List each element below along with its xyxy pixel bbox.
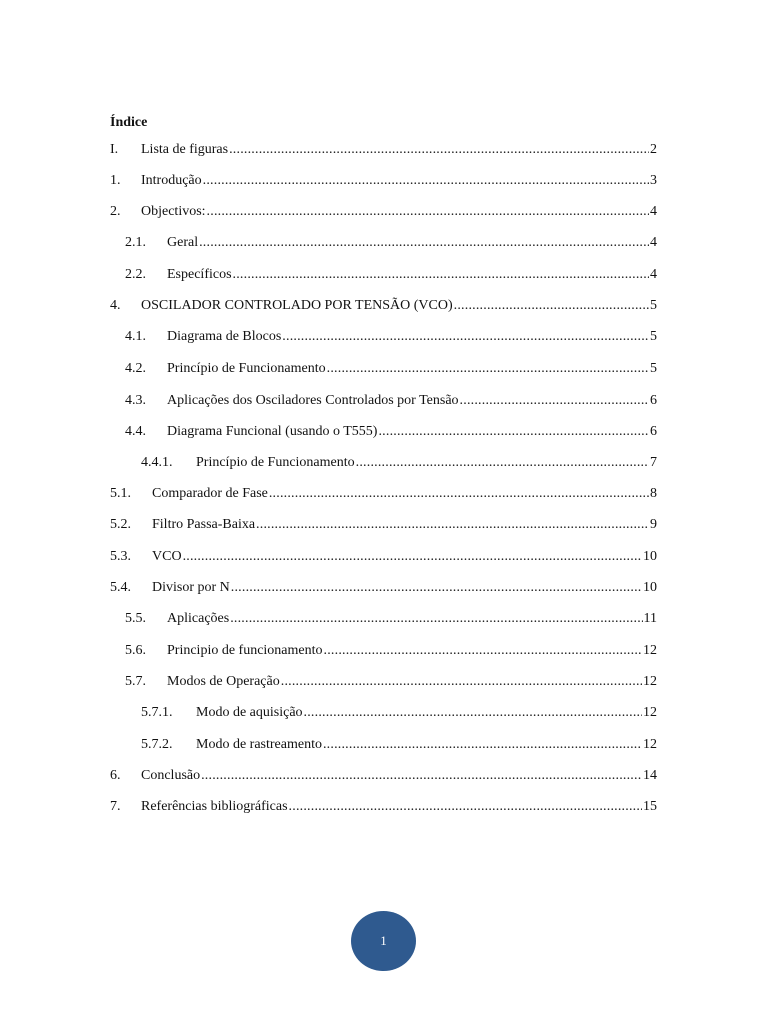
toc-entry-page: 4 — [650, 267, 657, 282]
toc-entry-page: 5 — [650, 298, 657, 313]
toc-entry-number: 7. — [110, 799, 121, 814]
toc-entry[interactable] — [125, 266, 657, 284]
toc-entry-number: 4.4.1. — [141, 455, 173, 470]
toc-dot-leader — [304, 704, 642, 722]
toc-entry[interactable] — [110, 172, 657, 190]
toc-dot-leader — [281, 673, 642, 691]
toc-entry-page: 12 — [643, 643, 657, 658]
toc-entry-page: 15 — [643, 799, 657, 814]
toc-entry-title: VCO — [152, 549, 182, 564]
toc-entry-title: Referências bibliográficas — [141, 799, 288, 814]
toc-entry-title: Lista de figuras — [141, 142, 229, 157]
toc-entry-title: Principio de funcionamento — [167, 643, 323, 658]
toc-dot-leader — [230, 610, 642, 628]
toc-dot-leader — [256, 516, 649, 534]
toc-entry-number: 4.4. — [125, 424, 146, 439]
toc-dot-leader — [324, 642, 642, 660]
toc-entry[interactable] — [141, 736, 657, 754]
toc-dot-leader — [207, 203, 649, 221]
toc-dot-leader — [282, 328, 649, 346]
toc-dot-leader — [323, 736, 642, 754]
toc-entry[interactable] — [125, 234, 657, 252]
toc-entry-page: 10 — [643, 549, 657, 564]
toc-entry[interactable] — [110, 516, 657, 534]
toc-entry-title: Diagrama de Blocos — [167, 329, 282, 344]
toc-dot-leader — [203, 172, 649, 190]
toc-entry-number: 5.7.1. — [141, 705, 173, 720]
toc-entry[interactable] — [110, 767, 657, 785]
toc-entry-number: 5.6. — [125, 643, 146, 658]
toc-entry-number: 5.2. — [110, 517, 131, 532]
toc-dot-leader — [454, 297, 649, 315]
toc-entry-page: 12 — [643, 705, 657, 720]
toc-entry-title: OSCILADOR CONTROLADO POR TENSÃO (VCO) — [141, 298, 453, 313]
toc-entry-title: Geral — [167, 235, 199, 250]
toc-entry-number: 4.1. — [125, 329, 146, 344]
toc-entry-page: 3 — [650, 173, 657, 188]
toc-dot-leader — [378, 423, 649, 441]
toc-entry-number: 4. — [110, 298, 121, 313]
toc-entry[interactable] — [141, 454, 657, 472]
toc-entry-title: Conclusão — [141, 768, 201, 783]
toc-entry-title: Filtro Passa-Baixa — [152, 517, 256, 532]
toc-entry[interactable] — [110, 798, 657, 816]
toc-entry-title: Aplicações dos Osciladores Controlados por Tensão — [167, 393, 459, 408]
toc-entry[interactable] — [125, 328, 657, 346]
toc-entry-title: Específicos — [167, 267, 232, 282]
toc-dot-leader — [356, 454, 649, 472]
toc-entry[interactable] — [110, 548, 657, 566]
toc-entry-number: 6. — [110, 768, 121, 783]
toc-dot-leader — [199, 234, 649, 252]
toc-dot-leader — [183, 548, 642, 566]
toc-entry-number: 5.3. — [110, 549, 131, 564]
toc-entry-title: Divisor por N — [152, 580, 230, 595]
toc-entry[interactable] — [125, 360, 657, 378]
toc-entry-page: 12 — [643, 674, 657, 689]
toc-entry-title: Aplicações — [167, 611, 230, 626]
toc-entry[interactable] — [125, 610, 657, 628]
toc-entry[interactable] — [110, 203, 657, 221]
toc-entry-page: 4 — [650, 204, 657, 219]
toc-entry-number: 5.7.2. — [141, 737, 173, 752]
toc-entry-title: Introdução — [141, 173, 202, 188]
toc-entry-page: 5 — [650, 361, 657, 376]
toc-dot-leader — [269, 485, 649, 503]
toc-entry-page: 7 — [650, 455, 657, 470]
toc-entry-number: 5.7. — [125, 674, 146, 689]
toc-entry-title: Princípio de Funcionamento — [196, 455, 355, 470]
toc-entry[interactable] — [125, 642, 657, 660]
toc-entry-number: 5.1. — [110, 486, 131, 501]
page-title: Índice — [110, 115, 148, 130]
toc-dot-leader — [233, 266, 649, 284]
toc-entry-page: 6 — [650, 393, 657, 408]
toc-entry[interactable] — [125, 392, 657, 410]
toc-dot-leader — [201, 767, 642, 785]
toc-entry-page: 8 — [650, 486, 657, 501]
toc-entry-title: Modos de Operação — [167, 674, 280, 689]
toc-entry[interactable] — [110, 141, 657, 159]
toc-entry-page: 14 — [643, 768, 657, 783]
toc-entry-page: 4 — [650, 235, 657, 250]
page-number-badge — [351, 911, 416, 971]
toc-entry-number: 4.3. — [125, 393, 146, 408]
toc-entry-page: 9 — [650, 517, 657, 532]
toc-dot-leader — [229, 141, 649, 159]
toc-entry[interactable] — [125, 423, 657, 441]
toc-entry-page: 6 — [650, 424, 657, 439]
page-number: 1 — [380, 933, 387, 948]
toc-entry-title: Comparador de Fase — [152, 486, 268, 501]
toc-entry[interactable] — [110, 485, 657, 503]
toc-entry[interactable] — [110, 297, 657, 315]
toc-entry-page: 12 — [643, 737, 657, 752]
toc-entry-number: 5.4. — [110, 580, 131, 595]
toc-entry-page: 5 — [650, 329, 657, 344]
toc-entry-title: Objectivos: — [141, 204, 206, 219]
toc-entry-title: Modo de rastreamento — [196, 737, 322, 752]
toc-entry-number: 4.2. — [125, 361, 146, 376]
toc-entry-page: 11 — [643, 611, 657, 626]
toc-entry-number: I. — [110, 142, 119, 157]
toc-entry-title: Princípio de Funcionamento — [167, 361, 326, 376]
toc-dot-leader — [231, 579, 642, 597]
toc-entry[interactable] — [125, 673, 657, 691]
toc-entry-number: 2. — [110, 204, 121, 219]
toc-entry-title: Diagrama Funcional (usando o T555) — [167, 424, 378, 439]
toc-dot-leader — [289, 798, 642, 816]
toc-entry-number: 5.5. — [125, 611, 146, 626]
toc-entry-title: Modo de aquisição — [196, 705, 303, 720]
toc-entry-number: 1. — [110, 173, 121, 188]
toc-dot-leader — [327, 360, 649, 378]
toc-entry-page: 2 — [650, 142, 657, 157]
toc-entry[interactable] — [110, 579, 657, 597]
toc-entry-page: 10 — [643, 580, 657, 595]
toc-entry-number: 2.1. — [125, 235, 146, 250]
toc-dot-leader — [460, 392, 649, 410]
toc-entry-number: 2.2. — [125, 267, 146, 282]
toc-entry[interactable] — [141, 704, 657, 722]
